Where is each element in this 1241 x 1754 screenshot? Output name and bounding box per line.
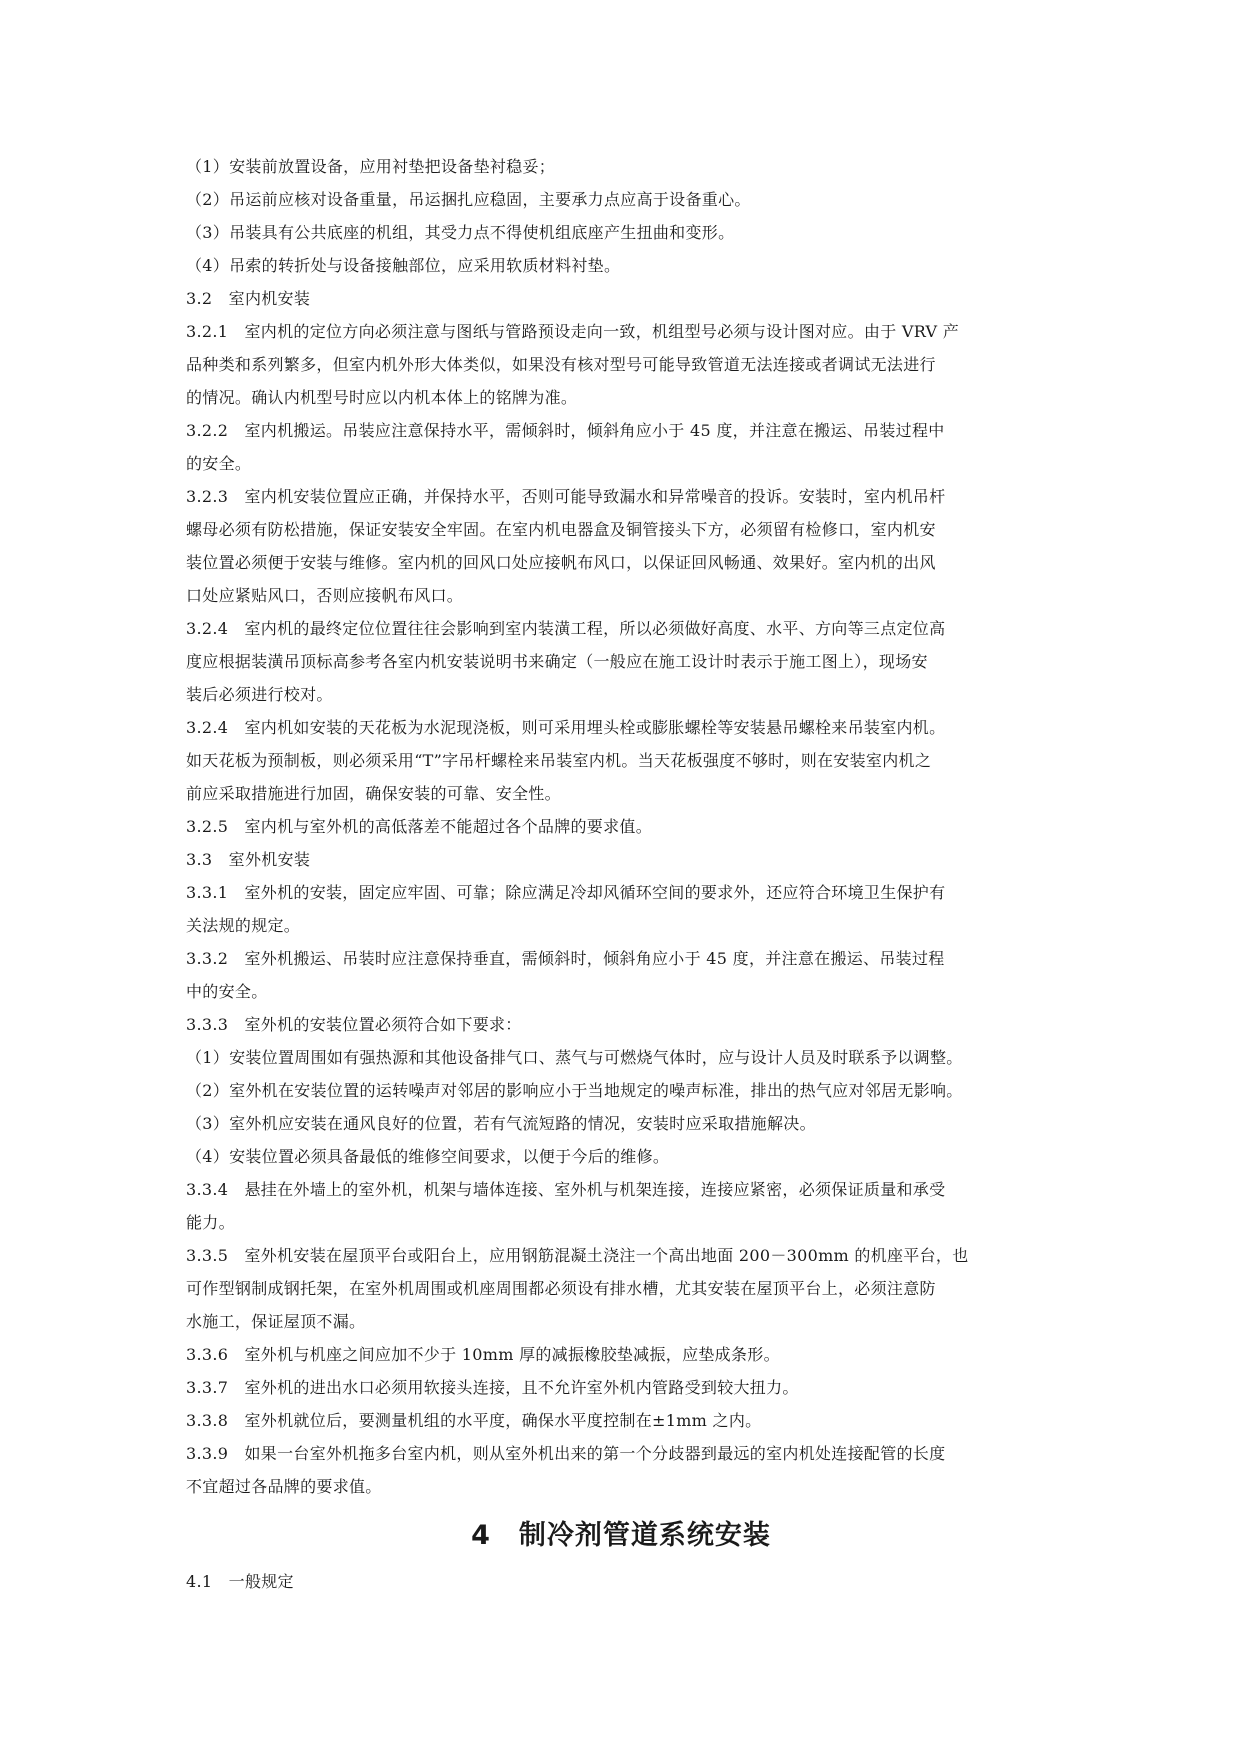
text-line: 能力。 bbox=[186, 1213, 235, 1232]
text-line: 3.2.2 室内机搬运。吊装应注意保持水平，需倾斜时，倾斜角应小于 45 度，并注意在搬运、吊装过程中 bbox=[186, 421, 945, 440]
text-line: 3.2.5 室内机与室外机的高低落差不能超过各个品牌的要求值。 bbox=[186, 817, 653, 836]
text-line: 3.2.4 室内机的最终定位位置往往会影响到室内装潢工程，所以必须做好高度、水平、方向等三点定位高 bbox=[186, 619, 946, 638]
text-line: 装位置必须便于安装与维修。室内机的回风口处应接帆布风口，以保证回风畅通、效果好。室内机的出风 bbox=[186, 553, 936, 572]
subsection-title: 3.2 室内机安装 bbox=[186, 289, 311, 308]
text-line: （2）吊运前应核对设备重量，吊运捆扎应稳固，主要承力点应高于设备重心。 bbox=[186, 190, 751, 209]
text-line: 3.3.1 室外机的安装，固定应牢固、可靠；除应满足冷却风循环空间的要求外，还应符合环境卫生保护有 bbox=[186, 883, 946, 902]
subsection-title: 3.3 室外机安装 bbox=[186, 850, 311, 869]
text-line: 3.3.9 如果一台室外机拖多台室内机，则从室外机出来的第一个分歧器到最远的室内机处连接配管的长度 bbox=[186, 1444, 946, 1463]
text-line: （3）吊装具有公共底座的机组，其受力点不得使机组底座产生扭曲和变形。 bbox=[186, 223, 735, 242]
text-line: 3.3.5 室外机安装在屋顶平台或阳台上，应用钢筋混凝土浇注一个高出地面 200－300mm 的机座平台，也 bbox=[186, 1246, 969, 1265]
text-line: 口处应紧贴风口，否则应接帆布风口。 bbox=[186, 586, 464, 605]
text-line: 的安全。 bbox=[186, 454, 252, 473]
text-line: 品种类和系列繁多，但室内机外形大体类似，如果没有核对型号可能导致管道无法连接或者调试无法进行 bbox=[186, 355, 936, 374]
text-line: 前应采取措施进行加固，确保安装的可靠、安全性。 bbox=[186, 784, 561, 803]
text-line: 水施工，保证屋顶不漏。 bbox=[186, 1312, 366, 1331]
text-line: 关法规的规定。 bbox=[186, 916, 301, 935]
text-line: 螺母必须有防松措施，保证安装安全牢固。在室内机电器盒及铜管接头下方，必须留有检修口，室内机安 bbox=[186, 520, 936, 539]
text-line: 装后必须进行校对。 bbox=[186, 685, 333, 704]
text-line: 的情况。确认内机型号时应以内机本体上的铭牌为准。 bbox=[186, 388, 578, 407]
text-line: （3）室外机应安装在通风良好的位置，若有气流短路的情况，安装时应采取措施解决。 bbox=[186, 1114, 816, 1133]
text-line: 3.3.6 室外机与机座之间应加不少于 10mm 厚的减振橡胶垫减振，应垫成条形。 bbox=[186, 1345, 780, 1364]
text-line: 中的安全。 bbox=[186, 982, 268, 1001]
text-line: 不宜超过各品牌的要求值。 bbox=[186, 1477, 382, 1496]
text-line: （1）安装位置周围如有强热源和其他设备排气口、蒸气与可燃烧气体时，应与设计人员及时联系予以调整。 bbox=[186, 1048, 963, 1067]
text-line: 3.2.1 室内机的定位方向必须注意与图纸与管路预设走向一致，机组型号必须与设计图对应。由于 VRV 产 bbox=[186, 322, 960, 341]
text-line: 3.3.8 室外机就位后，要测量机组的水平度，确保水平度控制在±1mm 之内。 bbox=[186, 1411, 762, 1430]
text-line: 3.3.3 室外机的安装位置必须符合如下要求： bbox=[186, 1015, 522, 1034]
text-line: 可作型钢制成钢托架，在室外机周围或机座周围都必须设有排水槽，尤其安装在屋顶平台上，必须注意防 bbox=[186, 1279, 936, 1298]
text-line: 3.2.4 室内机如安装的天花板为水泥现浇板，则可采用埋头栓或膨胀螺栓等安装悬吊螺栓来吊装室内机。 bbox=[186, 718, 946, 737]
page-content bbox=[186, 150, 1056, 1598]
text-line: （4）吊索的转折处与设备接触部位，应采用软质材料衬垫。 bbox=[186, 256, 621, 275]
section-heading: 4 制冷剂管道系统安装 bbox=[471, 1520, 771, 1551]
text-line: 3.3.7 室外机的进出水口必须用软接头连接，且不允许室外机内管路受到较大扭力。 bbox=[186, 1378, 799, 1397]
subsection-title: 4.1 一般规定 bbox=[186, 1572, 294, 1591]
text-line: 3.2.3 室内机安装位置应正确，并保持水平，否则可能导致漏水和异常噪音的投诉。安装时，室内机吊杆 bbox=[186, 487, 946, 506]
text-line: （1）安装前放置设备，应用衬垫把设备垫衬稳妥； bbox=[186, 157, 556, 176]
text-line: （4）安装位置必须具备最低的维修空间要求，以便于今后的维修。 bbox=[186, 1147, 670, 1166]
text-line: 度应根据装潢吊顶标高参考各室内机安装说明书来确定（一般应在施工设计时表示于施工图上），现场安 bbox=[186, 652, 928, 671]
text-line: 3.3.4 悬挂在外墙上的室外机，机架与墙体连接、室外机与机架连接，连接应紧密，必须保证质量和承受 bbox=[186, 1180, 946, 1199]
text-line: 3.3.2 室外机搬运、吊装时应注意保持垂直，需倾斜时，倾斜角应小于 45 度，并注意在搬运、吊装过程 bbox=[186, 949, 945, 968]
text-line: 如天花板为预制板，则必须采用“T”字吊杆螺栓来吊装室内机。当天花板强度不够时，则在安装室内机之 bbox=[186, 751, 932, 770]
text-line: （2）室外机在安装位置的运转噪声对邻居的影响应小于当地规定的噪声标准，排出的热气应对邻居无影响。 bbox=[186, 1081, 963, 1100]
